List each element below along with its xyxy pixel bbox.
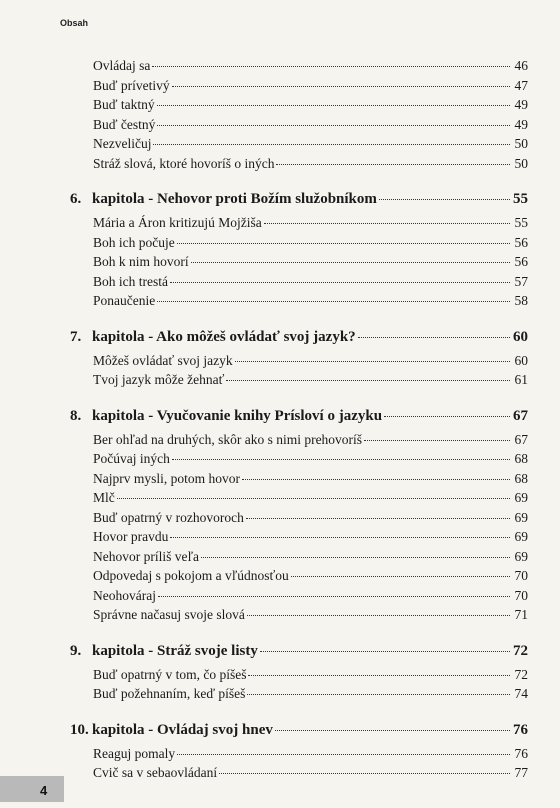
entry-title: Počúvaj iných xyxy=(93,451,170,466)
running-header: Obsah xyxy=(60,18,89,28)
toc-entry[interactable] xyxy=(0,274,560,294)
chapter-title: kapitola - Ovládaj svoj hnev xyxy=(92,721,273,738)
dot-leader xyxy=(157,301,510,302)
entry-title: Neohováraj xyxy=(93,587,156,603)
entry-title: Mária a Áron kritizujú Mojžiša xyxy=(93,215,262,230)
toc-entry[interactable] xyxy=(0,58,560,78)
dot-leader xyxy=(275,730,510,731)
toc-entry[interactable] xyxy=(0,78,560,98)
entry-title: Mlč xyxy=(93,490,115,505)
toc-entry[interactable] xyxy=(0,451,560,471)
toc-entry[interactable] xyxy=(0,97,560,117)
toc-entry[interactable] xyxy=(0,293,560,313)
entry-page: 58 xyxy=(514,293,528,308)
entry-title: Tvoj jazyk môže žehnať xyxy=(93,372,225,387)
entry-title: Stráž slová, ktoré hovoríš o iných xyxy=(93,155,275,171)
dot-leader xyxy=(248,675,510,676)
entry-page: 77 xyxy=(514,765,528,780)
toc-entry[interactable] xyxy=(0,568,560,588)
entry-page: 70 xyxy=(514,568,528,583)
dot-leader xyxy=(191,262,510,263)
entry-title: Boh ich počuje xyxy=(93,234,175,250)
chapter-page: 55 xyxy=(513,191,528,207)
toc-entry[interactable] xyxy=(0,432,560,452)
entry-title: Môžeš ovládať svoj jazyk xyxy=(93,352,233,368)
entry-page: 46 xyxy=(514,58,528,73)
entry-page: 50 xyxy=(514,136,528,151)
dot-leader xyxy=(157,125,510,126)
chapter-title: kapitola - Ako môžeš ovládať svoj jazyk? xyxy=(92,328,356,345)
entry-title: Boh ich trestá xyxy=(93,273,168,289)
entry-title: Ponaučenie xyxy=(93,293,156,308)
toc-entry[interactable] xyxy=(0,746,560,766)
dot-leader xyxy=(170,282,510,283)
section-gap xyxy=(0,313,560,329)
chapter-page: 60 xyxy=(513,328,528,345)
entry-page: 68 xyxy=(514,451,528,466)
entry-title: Buď čestný xyxy=(93,116,156,132)
toc-entry[interactable] xyxy=(0,588,560,608)
entry-page: 68 xyxy=(514,470,528,486)
entry-page: 61 xyxy=(514,372,528,387)
dot-leader xyxy=(379,199,510,200)
toc-entry[interactable] xyxy=(0,490,560,510)
toc-entry[interactable] xyxy=(0,136,560,156)
entry-title: Nehovor príliš veľa xyxy=(93,548,199,564)
dot-leader xyxy=(235,361,510,362)
dot-leader xyxy=(260,651,510,652)
dot-leader xyxy=(177,243,510,244)
toc-entry[interactable] xyxy=(0,471,560,491)
section-gap xyxy=(0,627,560,643)
entry-title: Cvič sa v sebaovládaní xyxy=(93,765,218,780)
entry-title: Boh k nim hovorí xyxy=(93,254,189,269)
entry-title: Najprv mysli, potom hovor xyxy=(93,470,240,486)
chapter-title: kapitola - Vyučovanie knihy Prísloví o jazyku xyxy=(92,407,383,424)
table-of-contents xyxy=(0,58,560,785)
entry-page: 69 xyxy=(514,490,528,505)
toc-entry[interactable] xyxy=(0,215,560,235)
dot-leader xyxy=(117,498,510,499)
toc-chapter-heading[interactable] xyxy=(0,191,560,215)
dot-leader xyxy=(157,105,510,106)
toc-entry[interactable] xyxy=(0,510,560,530)
chapter-page: 76 xyxy=(513,721,528,738)
section-gap xyxy=(0,706,560,722)
entry-page: 76 xyxy=(514,745,528,761)
chapter-number: 9. xyxy=(70,642,82,659)
dot-leader xyxy=(264,223,510,224)
dot-leader xyxy=(226,380,510,381)
entry-page: 70 xyxy=(514,587,528,603)
entry-page: 47 xyxy=(514,77,528,93)
dot-leader xyxy=(247,694,510,695)
dot-leader xyxy=(246,518,510,519)
entry-title: Hovor pravdu xyxy=(93,529,169,544)
dot-leader xyxy=(242,479,510,480)
dot-leader xyxy=(172,86,510,87)
dot-leader xyxy=(291,576,510,577)
dot-leader xyxy=(170,537,510,538)
toc-entry[interactable] xyxy=(0,529,560,549)
dot-leader xyxy=(219,773,510,774)
dot-leader xyxy=(384,416,510,417)
toc-entry[interactable] xyxy=(0,254,560,274)
entry-page: 72 xyxy=(514,666,528,682)
dot-leader xyxy=(201,557,510,558)
chapter-page: 67 xyxy=(513,407,528,424)
chapter-title: kapitola - Stráž svoje listy xyxy=(92,642,258,659)
entry-page: 74 xyxy=(514,686,528,701)
entry-title: Buď požehnaním, keď píšeš xyxy=(93,686,246,701)
entry-title: Odpovedaj s pokojom a vľúdnosťou xyxy=(93,568,289,583)
toc-entry[interactable] xyxy=(0,353,560,373)
toc-chapter-heading[interactable] xyxy=(0,408,560,432)
section-gap xyxy=(0,175,560,191)
footer-bar xyxy=(0,776,64,802)
dot-leader xyxy=(358,337,510,338)
entry-title: Buď taktný xyxy=(93,97,155,112)
toc-chapter-heading[interactable] xyxy=(0,643,560,667)
dot-leader xyxy=(177,754,510,755)
dot-leader xyxy=(364,440,510,441)
entry-page: 56 xyxy=(514,234,528,250)
entry-page: 55 xyxy=(514,215,528,230)
entry-page: 57 xyxy=(514,273,528,289)
dot-leader xyxy=(247,615,510,616)
toc-entry[interactable] xyxy=(0,235,560,255)
toc-chapter-heading[interactable] xyxy=(0,329,560,353)
chapter-number: 7. xyxy=(70,328,82,345)
entry-title: Ber ohľad na druhých, skôr ako s nimi prehovoríš xyxy=(93,431,363,447)
toc-entry[interactable] xyxy=(0,156,560,176)
entry-page: 69 xyxy=(514,548,528,564)
entry-page: 69 xyxy=(514,529,528,544)
entry-title: Správne načasuj svoje slová xyxy=(93,607,245,622)
entry-page: 49 xyxy=(514,116,528,132)
entry-page: 71 xyxy=(514,607,528,622)
entry-page: 67 xyxy=(514,431,528,447)
entry-title: Buď opatrný v tom, čo píšeš xyxy=(93,666,247,682)
toc-entry[interactable] xyxy=(0,372,560,392)
entry-title: Buď prívetivý xyxy=(93,77,170,93)
chapter-number: 6. xyxy=(70,191,82,207)
dot-leader xyxy=(152,66,510,67)
dot-leader xyxy=(172,459,510,460)
entry-page: 60 xyxy=(514,352,528,368)
chapter-number: 10. xyxy=(70,721,89,738)
page-number: 4 xyxy=(40,783,48,798)
section-gap xyxy=(0,392,560,408)
entry-title: Reaguj pomaly xyxy=(93,745,176,761)
entry-title: Ovládaj sa xyxy=(93,58,151,73)
entry-page: 49 xyxy=(514,97,528,112)
entry-page: 56 xyxy=(514,254,528,269)
toc-entry[interactable] xyxy=(0,686,560,706)
toc-entry[interactable] xyxy=(0,117,560,137)
chapter-page: 72 xyxy=(513,642,528,659)
entry-page: 50 xyxy=(514,155,528,171)
entry-page: 69 xyxy=(514,509,528,525)
chapter-title: kapitola - Nehovor proti Božím služobníkom xyxy=(92,191,377,207)
toc-entry[interactable] xyxy=(0,765,560,785)
dot-leader xyxy=(158,596,510,597)
entry-title: Nezveličuj xyxy=(93,136,152,151)
toc-entry[interactable] xyxy=(0,667,560,687)
toc-entry[interactable] xyxy=(0,549,560,569)
dot-leader xyxy=(276,164,510,165)
entry-title: Buď opatrný v rozhovoroch xyxy=(93,509,244,525)
toc-entry[interactable] xyxy=(0,607,560,627)
dot-leader xyxy=(153,144,510,145)
toc-chapter-heading[interactable] xyxy=(0,722,560,746)
chapter-number: 8. xyxy=(70,407,82,424)
